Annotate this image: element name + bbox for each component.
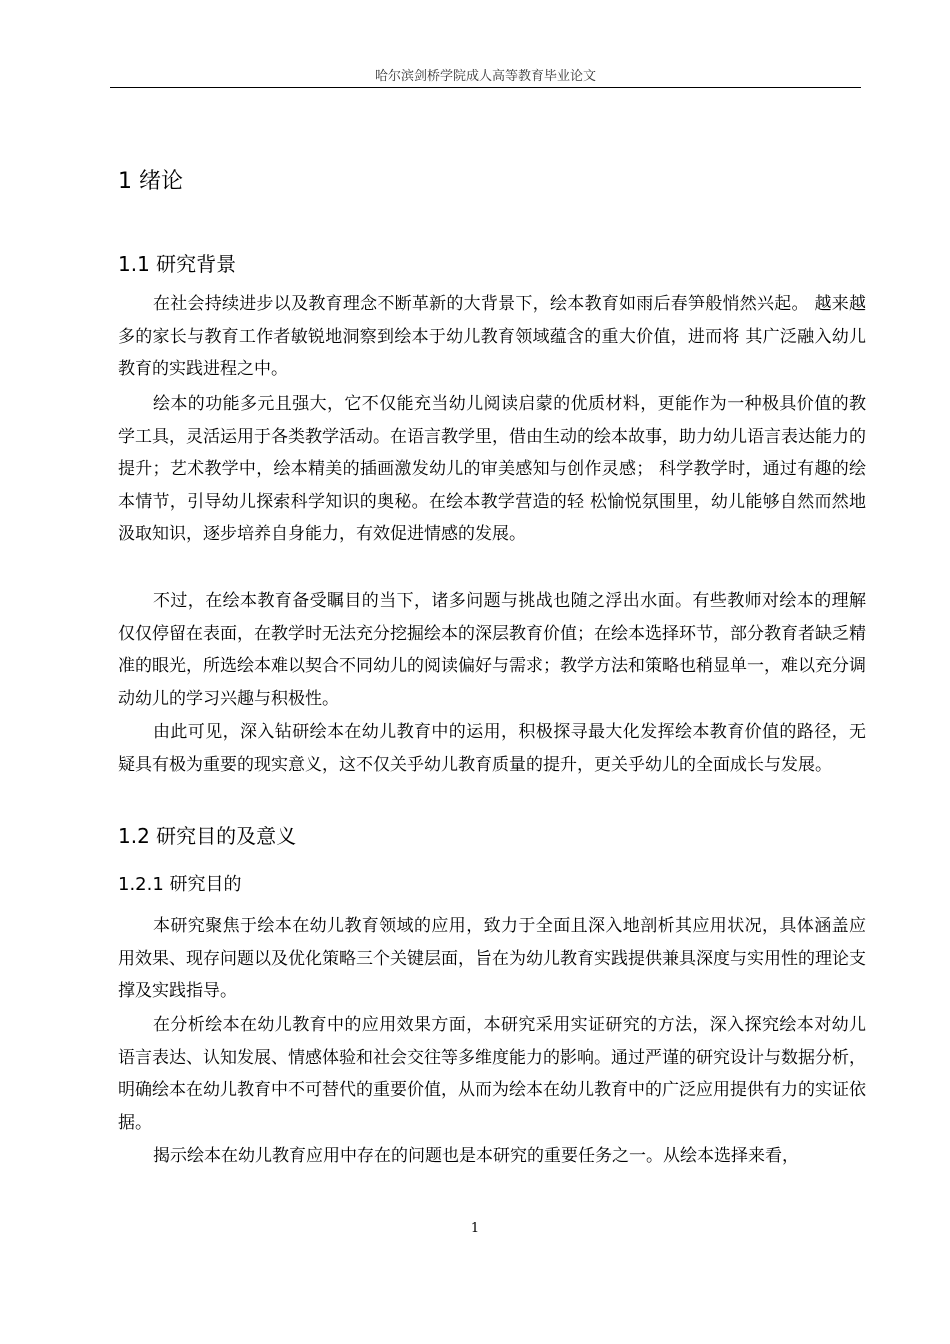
running-header: 哈尔滨剑桥学院成人高等教育毕业论文 [374,69,596,84]
paragraph: 本研究聚焦于绘本在幼儿教育领域的应用，致力于全面且深入地剖析其应用状况，具体涵盖应用效果、现存问题以及优化策略三个关键层面，旨在为幼儿教育实践提供兼具深度与实用性的理论支撑及实践指导。 [118,916,866,1001]
paragraph: 绘本的功能多元且强大，它不仅能充当幼儿阅读启蒙的优质材料，更能作为一种极具价值的教学工具，灵活运用于各类教学活动。在语言教学里，借由生动的绘本故事，助力幼儿语言表达能力的提升；艺术教学中，绘本精美的插画激发幼儿的审美感知与创作灵感； 科学教学时，通过有趣的绘本情节，引导幼儿探索科学知识的奥秘。在绘本教学营造的轻 松愉悦氛围里，幼儿能够自然而然地汲取知识，逐步培养自身能力，有效促进情感的发展。 [118,394,866,544]
page-number: 1 [470,1221,480,1236]
paragraph: 由此可见，深入钻研绘本在幼儿教育中的运用，积极探寻最大化发挥绘本教育价值的路径，无疑具有极为重要的现实意义，这不仅关乎幼儿教育质量的提升，更关乎幼儿的全面成长与发展。 [118,722,866,775]
paragraph: 不过，在绘本教育备受瞩目的当下，诸多问题与挑战也随之浮出水面。有些教师对绘本的理解仅仅停留在表面，在教学时无法充分挖掘绘本的深层教育价值；在绘本选择环节，部分教育者缺乏精准的眼光，所选绘本难以契合不同幼儿的阅读偏好与需求；教学方法和策略也稍显单一，难以充分调动幼儿的学习兴趣与积极性。 [118,591,866,709]
chapter-heading: 1 绪论 [118,169,183,194]
paragraph: 在社会持续进步以及教育理念不断革新的大背景下，绘本教育如雨后春笋般悄然兴起。 越来越多的家长与教育工作者敏锐地洞察到绘本于幼儿教育领域蕴含的重大价值，进而将 其广泛融入幼儿教育的实践进程之中。 [118,294,866,379]
header-divider [110,87,861,88]
paragraph: 揭示绘本在幼儿教育应用中存在的问题也是本研究的重要任务之一。从绘本选择来看， [153,1146,799,1166]
subsection-heading-1-2-1: 1.2.1 研究目的 [118,874,242,895]
paragraph: 在分析绘本在幼儿教育中的应用效果方面，本研究采用实证研究的方法，深入探究绘本对幼儿语言表达、认知发展、情感体验和社会交往等多维度能力的影响。通过严谨的研究设计与数据分析，明确绘本在幼儿教育中不可替代的重要价值，从而为绘本在幼儿教育中的广泛应用提供有力的实证依据。 [118,1015,866,1133]
section-heading-1-1: 1.1 研究背景 [118,252,237,276]
section-heading-1-2: 1.2 研究目的及意义 [118,824,297,848]
